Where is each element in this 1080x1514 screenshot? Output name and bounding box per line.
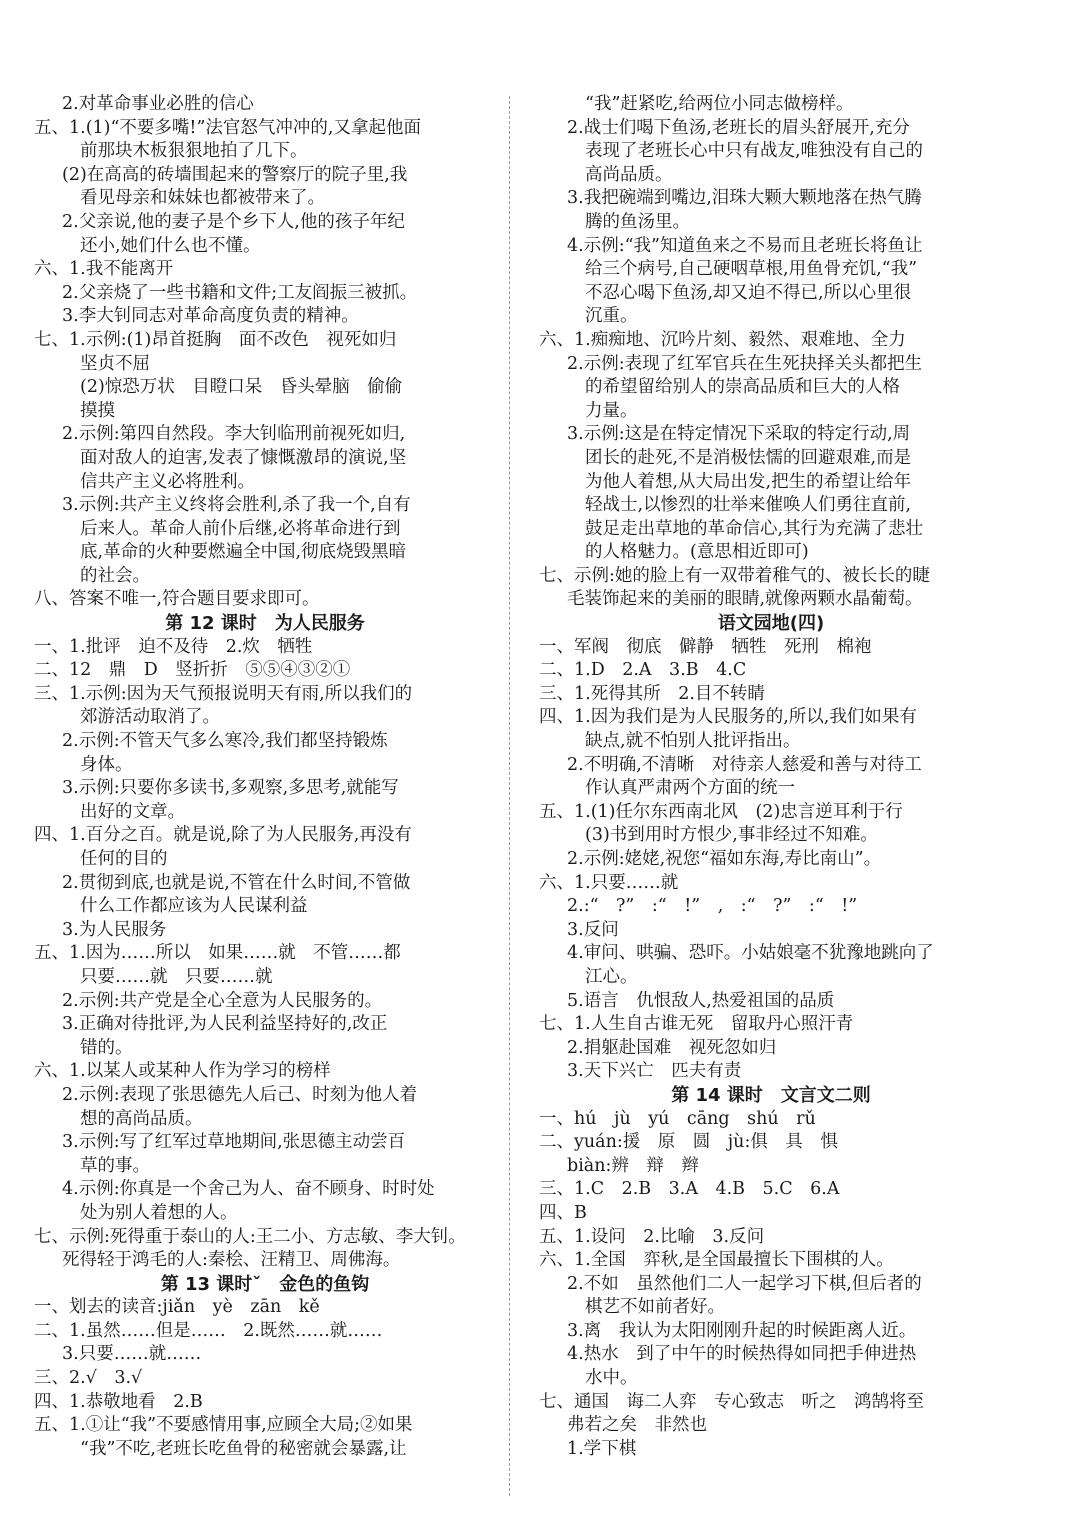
- answer-line: 三、1.C 2.B 3.A 4.B 5.C 6.A: [539, 1179, 840, 1200]
- answer-line: 2.不明确,不清晰 对待亲人慈爱和善与对待工: [567, 754, 922, 775]
- answer-line: 5.语言 仇恨敌人,热爱祖国的品质: [567, 990, 835, 1011]
- answer-line: 3.天下兴亡 匹夫有责: [567, 1061, 742, 1082]
- answer-line: 七、示例:死得重于泰山的人:王二小、方志敏、李大钊。: [34, 1226, 466, 1247]
- section-heading: 第 12 课时 为人民服务: [165, 613, 365, 635]
- answer-line: 一、hú jù yú cāng shú rǔ: [539, 1108, 816, 1129]
- answer-line: 3.示例:共产主义终将会胜利,杀了我一个,自有: [62, 495, 411, 516]
- answer-line: 四、1.因为我们是为人民服务的,所以,我们如果有: [539, 707, 917, 728]
- answer-line: 沉重。: [585, 306, 638, 327]
- answer-line: 处为别人着想的人。: [80, 1202, 238, 1223]
- answer-line: 死得轻于鸿毛的人:秦桧、汪精卫、周佛海。: [62, 1250, 401, 1271]
- answer-line: 的社会。: [80, 565, 150, 586]
- answer-line: 还小,她们什么也不懂。: [80, 235, 261, 256]
- answer-line: 七、示例:她的脸上有一双带着稚气的、被长长的睫: [539, 565, 930, 586]
- answer-line: 一、划去的读音:jiǎn yè zān kě: [34, 1297, 320, 1318]
- answer-line: 摸摸: [80, 400, 115, 421]
- answer-line: 江心。: [585, 966, 638, 987]
- column-divider: [509, 96, 510, 1496]
- answer-line: 2.父亲烧了一些书籍和文件;工友阎振三被抓。: [62, 282, 418, 303]
- answer-line: 2.示例:共产党是全心全意为人民服务的。: [62, 990, 383, 1011]
- answer-line: 4.示例:你真是一个舍己为人、奋不顾身、时时处: [62, 1179, 435, 1200]
- answer-line: 1.学下棋: [567, 1438, 637, 1459]
- answer-line: 四、1.恭敬地看 2.B: [34, 1391, 203, 1412]
- answer-line: 3.正确对待批评,为人民利益坚持好的,改正: [62, 1014, 388, 1035]
- answer-line: 七、1.示例:(1)昂首挺胸 面不改色 视死如归: [34, 329, 397, 350]
- answer-line: 轻战士,以惨烈的壮举来催唤人们勇往直前,: [585, 495, 912, 516]
- answer-line: 一、军阀 彻底 僻静 牺牲 死刑 棉袍: [539, 636, 872, 657]
- answer-line: 底,革命的火种要燃遍全中国,彻底烧毁黑暗: [80, 542, 407, 563]
- answer-line: 二、12 鼎 D 竖折折 ⑤⑤④③②①: [34, 660, 351, 681]
- answer-line: 只要……就 只要……就: [80, 966, 273, 987]
- answer-line: 一、1.批评 迫不及待 2.炊 牺牲: [34, 636, 313, 657]
- answer-line: 3.只要……就……: [62, 1344, 202, 1365]
- answer-line: 不忍心喝下鱼汤,却又迫不得已,所以心里很: [585, 282, 912, 303]
- answer-line: 信共产主义必将胜利。: [80, 471, 255, 492]
- right-column: [539, 93, 1003, 1461]
- answer-line: 2.示例:表现了张思德先人后己、时刻为他人着: [62, 1084, 418, 1105]
- answer-line: 3.反问: [567, 919, 619, 940]
- answer-line: biàn:辨 辩 辫: [567, 1155, 699, 1176]
- answer-line: 2.战士们喝下鱼汤,老班长的眉头舒展开,充分: [567, 117, 910, 138]
- answer-line: 2.示例:第四自然段。李大钊临刑前视死如归,: [62, 424, 406, 445]
- answer-line: 六、1.我不能离开: [34, 259, 174, 280]
- answer-line: 的人格魅力。(意思相近即可): [585, 542, 809, 563]
- answer-line: 作认真严肃两个方面的统一: [585, 778, 795, 799]
- answer-line: 四、1.百分之百。就是说,除了为人民服务,再没有: [34, 825, 412, 846]
- answer-line: 草的事。: [80, 1155, 150, 1176]
- answer-line: 棋艺不如前者好。: [585, 1297, 725, 1318]
- answer-line: 五、1.(1)“不要多嘴!”法官怒气冲冲的,又拿起他面: [34, 117, 421, 138]
- answer-line: 2.对革命事业必胜的信心: [62, 94, 254, 114]
- answer-line: 七、通国 诲二人弈 专心致志 听之 鸿鹄将至: [539, 1391, 924, 1412]
- answer-line: 3.示例:写了红军过草地期间,张思德主动尝百: [62, 1132, 406, 1153]
- answer-line: 毛装饰起来的美丽的眼睛,就像两颗水晶葡萄。: [567, 589, 923, 610]
- answer-line: 缺点,就不怕别人批评指出。: [585, 731, 801, 752]
- answer-line: 五、1.(1)任尔东西南北风 (2)忠言逆耳利于行: [539, 801, 903, 822]
- answer-line: (2)惊恐万状 目瞪口呆 昏头晕脑 偷偷: [80, 377, 403, 398]
- answer-line: 2.不如 虽然他们二人一起学习下棋,但后者的: [567, 1273, 922, 1294]
- answer-line: 给三个病号,自己硬咽草根,用鱼骨充饥,“我”: [585, 259, 918, 280]
- answer-line: 2.示例:不管天气多么寒冷,我们都坚持锻炼: [62, 731, 388, 752]
- answer-line: 鼓足走出草地的革命信心,其行为充满了悲壮: [585, 518, 924, 539]
- answer-line: 六、1.痴痴地、沉吟片刻、毅然、艰难地、全力: [539, 329, 906, 350]
- answer-line: “我”不吃,老班长吃鱼骨的秘密就会暴露,让: [80, 1438, 407, 1459]
- answer-line: 弗若之矣 非然也: [567, 1415, 707, 1436]
- section-heading: 语文园地(四): [717, 613, 825, 635]
- answer-line: 后来人。革命人前仆后继,必将革命进行到: [80, 518, 401, 539]
- answer-line: (2)在高高的砖墙围起来的警察厅的院子里,我: [62, 164, 408, 185]
- answer-line: 四、B: [539, 1202, 587, 1223]
- section-heading: 第 14 课时 文言文二则: [671, 1084, 871, 1106]
- answer-line: 3.李大钊同志对革命高度负责的精神。: [62, 306, 359, 327]
- answer-line: 面对敌人的迫害,发表了慷慨激昂的演说,坚: [80, 447, 407, 468]
- answer-line: 六、1.全国 弈秋,是全国最擅长下围棋的人。: [539, 1250, 894, 1271]
- answer-line: 4.热水 到了中午的时候热得如同把手伸进热: [567, 1344, 917, 1365]
- answer-line: 2.贯彻到底,也就是说,不管在什么时间,不管做: [62, 872, 411, 893]
- answer-line: 错的。: [80, 1037, 133, 1058]
- answer-line: 身体。: [80, 754, 133, 775]
- answer-line: 郊游活动取消了。: [80, 707, 220, 728]
- answer-line: 五、1.①让“我”不要感情用事,应顾全大局;②如果: [34, 1415, 413, 1436]
- left-column: [34, 93, 496, 1461]
- answer-line: 看见母亲和妹妹也都被带来了。: [80, 188, 325, 209]
- answer-line: 二、yuán:援 原 圆 jù:俱 具 惧: [539, 1132, 838, 1153]
- answer-line: 六、1.只要……就: [539, 872, 679, 893]
- answer-line: 3.离 我认为太阳刚刚升起的时候距离人近。: [567, 1320, 917, 1341]
- answer-line: 团长的赴死,不是消极怯懦的回避艰难,而是: [585, 447, 912, 468]
- answer-line: 任何的目的: [80, 849, 168, 869]
- answer-line: 二、1.虽然……但是…… 2.既然……就……: [34, 1320, 383, 1341]
- answer-line: 水中。: [585, 1368, 638, 1389]
- answer-line: 三、2.√ 3.√: [34, 1368, 143, 1389]
- answer-line: 前那块木板狠狠地拍了几下。: [80, 141, 308, 162]
- answer-line: 五、1.设问 2.比喻 3.反问: [539, 1226, 765, 1247]
- answer-line: 五、1.因为……所以 如果……就 不管……都: [34, 943, 401, 964]
- answer-line: 4.审问、哄骗、恐吓。小姑娘毫不犹豫地跳向了: [567, 943, 934, 964]
- answer-line: 七、1.人生自古谁无死 留取丹心照汗青: [539, 1014, 854, 1035]
- answer-line: 三、1.示例:因为天气预报说明天有雨,所以我们的: [34, 683, 413, 704]
- answer-line: 八、答案不唯一,符合题目要求即可。: [34, 589, 320, 610]
- answer-line: 2.捐躯赴国难 视死忽如归: [567, 1037, 777, 1058]
- answer-line: (3)书到用时方恨少,事非经过不知难。: [585, 825, 878, 846]
- answer-line: 3.示例:这是在特定情况下采取的特定行动,周: [567, 424, 911, 445]
- answer-line: 3.为人民服务: [62, 919, 167, 940]
- answer-line: 三、1.死得其所 2.目不转睛: [539, 683, 765, 704]
- answer-line: 力量。: [585, 400, 638, 421]
- answer-line: 表现了老班长心中只有战友,唯独没有自己的: [585, 141, 924, 162]
- answer-line: 高尚品质。: [585, 164, 673, 185]
- answer-line: 2.示例:姥姥,祝您“福如东海,寿比南山”。: [567, 849, 882, 869]
- answer-line: 2.父亲说,他的妻子是个乡下人,他的孩子年纪: [62, 211, 405, 232]
- section-heading: 第 13 课时ˇ 金色的鱼钩: [160, 1273, 370, 1295]
- answer-line: 六、1.以某人或某种人作为学习的榜样: [34, 1061, 331, 1082]
- answer-line: 二、1.D 2.A 3.B 4.C: [539, 660, 747, 681]
- answer-line: 腾的鱼汤里。: [585, 211, 690, 232]
- answer-line: 2.:“ ?” :“ !” , :“ ?” :“ !”: [567, 896, 858, 917]
- answer-line: 3.我把碗端到嘴边,泪珠大颗大颗地落在热气腾: [567, 188, 922, 209]
- answer-line: 想的高尚品质。: [80, 1108, 203, 1129]
- answer-line: 的希望留给别人的崇高品质和巨大的人格: [585, 377, 900, 398]
- answer-line: “我”赶紧吃,给两位小同志做榜样。: [585, 94, 854, 114]
- answer-line: 为他人着想,从大局出发,把生的希望让给年: [585, 471, 912, 492]
- answer-line: 出好的文章。: [80, 801, 185, 822]
- answer-line: 4.示例:“我”知道鱼来之不易而且老班长将鱼让: [567, 235, 923, 256]
- answer-line: 坚贞不屈: [80, 353, 150, 374]
- answer-line: 什么工作都应该为人民谋利益: [80, 896, 308, 917]
- answer-line: 2.示例:表现了红军官兵在生死抉择关头都把生: [567, 353, 923, 374]
- answer-line: 3.示例:只要你多读书,多观察,多思考,就能写: [62, 778, 399, 799]
